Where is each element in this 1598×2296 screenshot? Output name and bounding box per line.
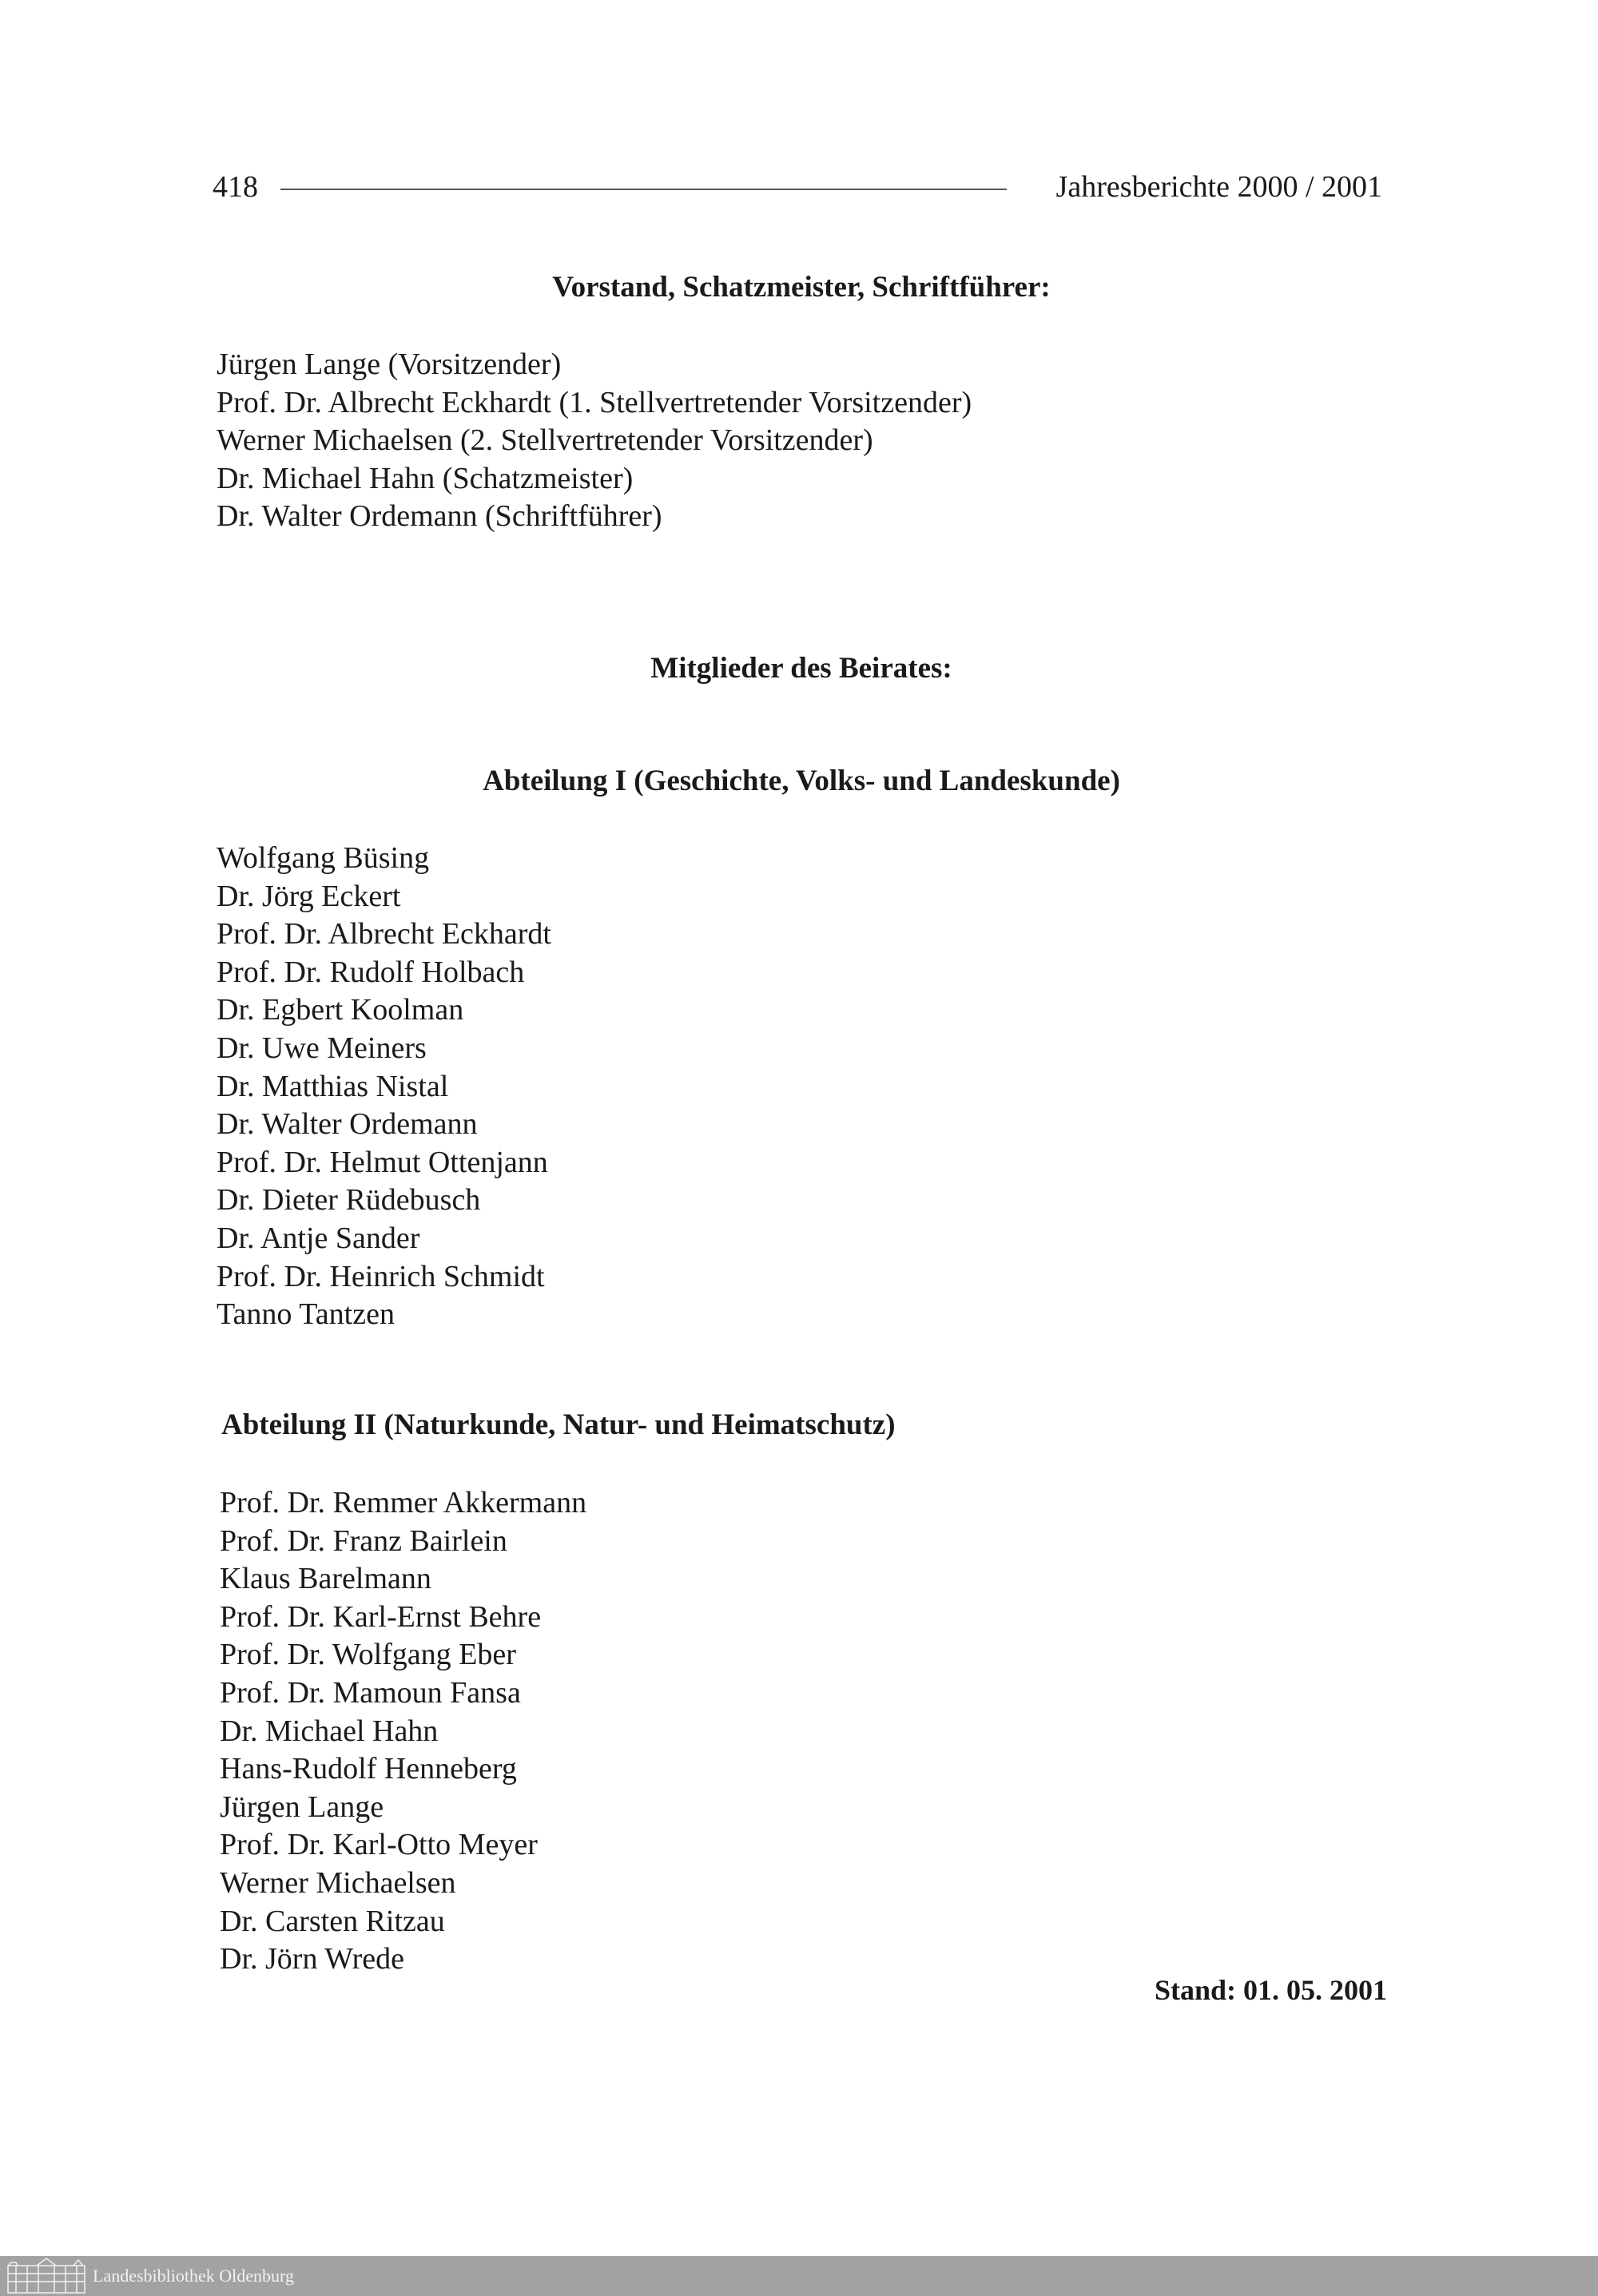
member-name: Prof. Dr. Albrecht Eckhardt (1. Stellvertretender Vorsitzender) <box>217 385 972 419</box>
member-name: Dr. Carsten Ritzau <box>220 1904 445 1938</box>
stand-date: Stand: 01. 05. 2001 <box>1154 1974 1387 2006</box>
abteilung2-list <box>220 1484 586 1979</box>
member-name: Jürgen Lange <box>220 1790 384 1824</box>
abteilung1-list <box>217 840 551 1334</box>
member-name: Prof. Dr. Heinrich Schmidt <box>217 1259 545 1293</box>
member-name: Dr. Uwe Meiners <box>217 1031 427 1065</box>
member-name: Prof. Dr. Wolfgang Eber <box>220 1638 516 1672</box>
member-name: Dr. Jörn Wrede <box>220 1942 404 1976</box>
member-name: Dr. Michael Hahn <box>220 1714 439 1748</box>
member-name: Prof. Dr. Mamoun Fansa <box>220 1675 521 1710</box>
member-name: Dr. Antje Sander <box>217 1221 420 1255</box>
member-name: Jürgen Lange (Vorsitzender) <box>217 348 562 381</box>
running-title: Jahresberichte 2000 / 2001 <box>1055 170 1382 204</box>
library-footer <box>0 2256 1598 2296</box>
running-header <box>213 169 1382 209</box>
library-building-logo <box>5 2258 88 2294</box>
member-name: Dr. Dieter Rüdebusch <box>217 1183 481 1218</box>
header-rule <box>280 189 1007 190</box>
member-name: Dr. Matthias Nistal <box>217 1069 449 1103</box>
member-name: Werner Michaelsen <box>220 1865 456 1900</box>
member-name: Dr. Walter Ordemann <box>217 1107 478 1142</box>
member-name: Tanno Tantzen <box>217 1297 395 1332</box>
member-name: Prof. Dr. Karl-Ernst Behre <box>220 1599 542 1634</box>
member-name: Dr. Jörg Eckert <box>217 879 401 913</box>
member-name: Prof. Dr. Helmut Ottenjann <box>217 1145 548 1179</box>
vorstand-heading: Vorstand, Schatzmeister, Schriftführer: <box>552 271 1051 304</box>
beirat-heading: Mitglieder des Beirates: <box>650 652 952 685</box>
abteilung2-heading: Abteilung II (Naturkunde, Natur- und Heimatschutz) <box>221 1408 896 1441</box>
vorstand-list <box>217 346 972 536</box>
member-name: Hans-Rudolf Henneberg <box>220 1752 517 1786</box>
member-name: Prof. Dr. Franz Bairlein <box>220 1523 507 1558</box>
member-name: Prof. Dr. Albrecht Eckhardt <box>217 917 551 951</box>
member-name: Wolfgang Büsing <box>217 841 430 875</box>
page-number: 418 <box>213 170 258 204</box>
member-name: Prof. Dr. Remmer Akkermann <box>220 1486 587 1519</box>
member-name: Klaus Barelmann <box>220 1562 431 1596</box>
member-name: Dr. Egbert Koolman <box>217 993 464 1027</box>
library-name: Landesbibliothek Oldenburg <box>93 2266 294 2286</box>
member-name: Dr. Walter Ordemann (Schriftführer) <box>217 499 662 534</box>
member-name: Prof. Dr. Karl-Otto Meyer <box>220 1828 538 1862</box>
member-name: Dr. Michael Hahn (Schatzmeister) <box>217 461 634 495</box>
abteilung1-heading: Abteilung I (Geschichte, Volks- und Landeskunde) <box>483 765 1120 797</box>
member-name: Prof. Dr. Rudolf Holbach <box>217 955 525 989</box>
member-name: Werner Michaelsen (2. Stellvertretender Vorsitzender) <box>217 423 873 458</box>
